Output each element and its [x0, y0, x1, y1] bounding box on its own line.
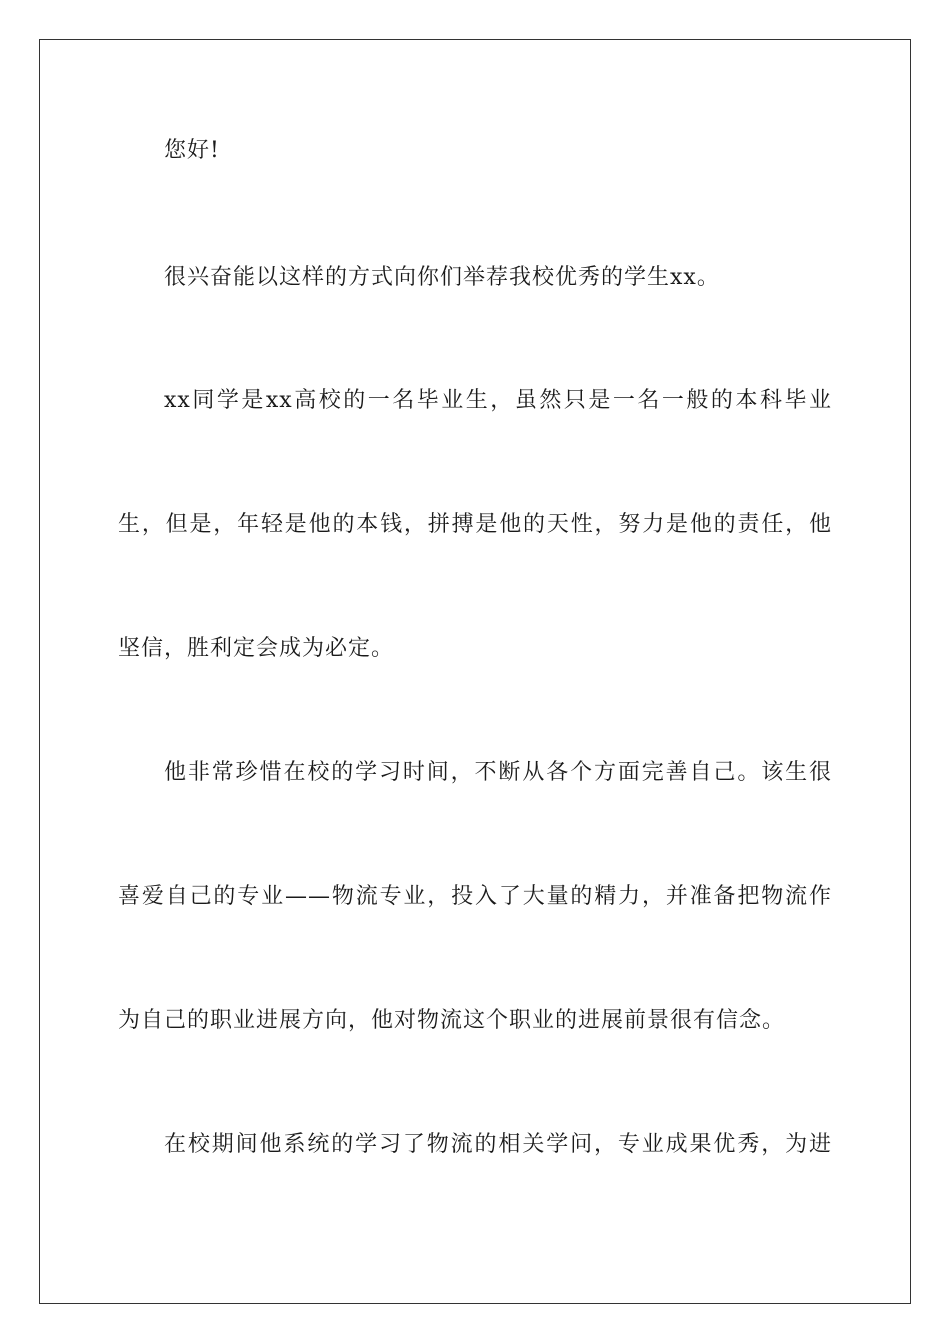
paragraph-line: xx同学是xx高校的一名毕业生，虽然只是一名一般的本科毕业 — [164, 388, 832, 413]
page-frame — [39, 39, 911, 1304]
greeting-line: 您好! — [164, 138, 220, 163]
paragraph-line: 他非常珍惜在校的学习时间，不断从各个方面完善自己。该生很 — [164, 760, 832, 785]
paragraph-line: 喜爱自己的专业——物流专业，投入了大量的精力，并准备把物流作 — [118, 884, 832, 909]
paragraph-line: 坚信，胜利定会成为必定。 — [118, 636, 395, 661]
paragraph-line: 在校期间他系统的学习了物流的相关学问，专业成果优秀，为进 — [164, 1132, 832, 1157]
paragraph-line: 生，但是，年轻是他的本钱，拼搏是他的天性，努力是他的责任，他 — [118, 512, 832, 537]
paragraph-line: 为自己的职业进展方向，他对物流这个职业的进展前景很有信念。 — [118, 1008, 786, 1033]
paragraph-line: 很兴奋能以这样的方式向你们举荐我校优秀的学生xx。 — [164, 265, 720, 290]
